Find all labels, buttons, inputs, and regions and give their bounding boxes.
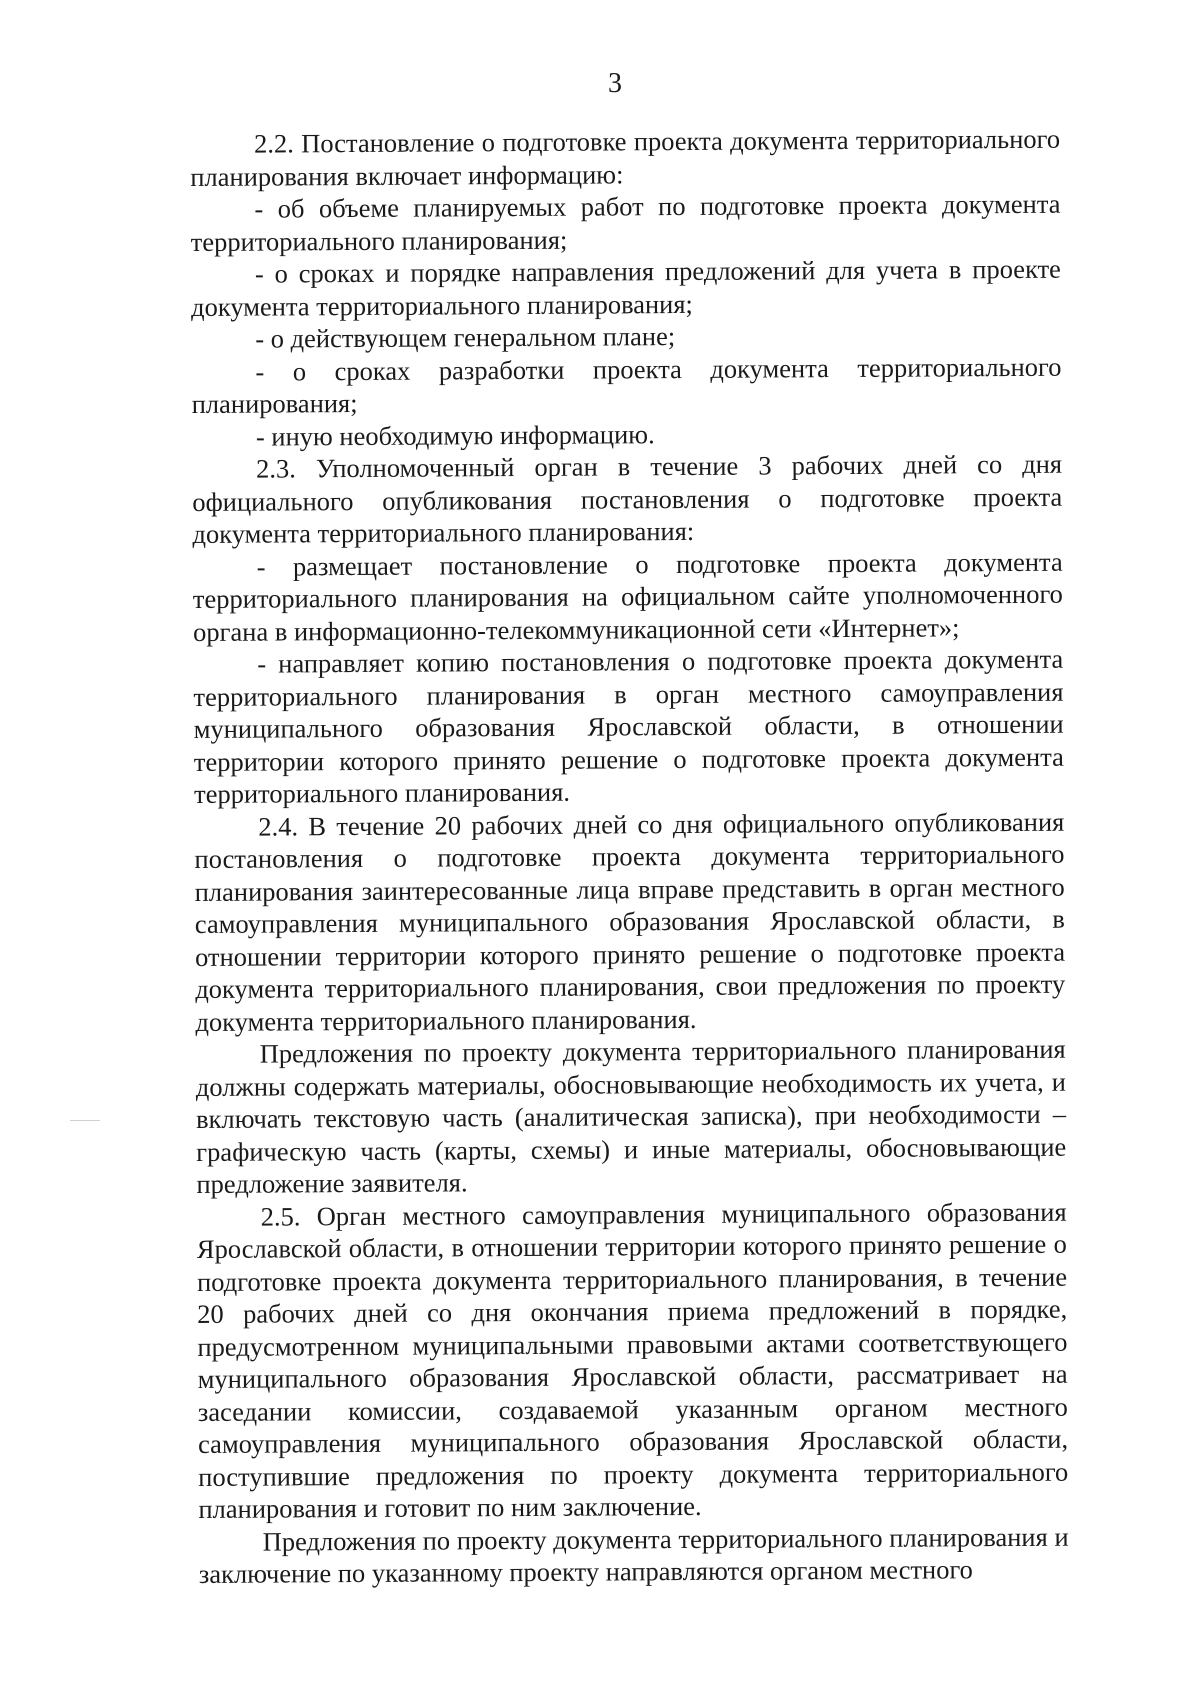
list-item-general-plan: - о действующем генеральном плане; (255, 321, 676, 354)
list-item-send-copy: - направляет копию постановления о подготовке проекта документа территориального планирования в орган местного самоуправления муниципального образования Ярославской области, в отношении территории которого принято решение о подготовке проекта документа территориального планирования. (193, 643, 1064, 809)
list-item-work-volume: - об объеме планируемых работ по подготовке проекта документа территориального планирования; (190, 188, 1061, 257)
list-item-other-info: - иную необходимую информацию. (255, 418, 655, 452)
document-body (190, 123, 1069, 1591)
paragraph-proposals-sending: Предложения по проекту документа территориального планирования и заключение по указанному проекту направляются органом местного (198, 1521, 1069, 1589)
paragraph-2-4: 2.4. В течение 20 рабочих дней со дня официального опубликования постановления о подготовке проекта документа территориального планирования заинтересованные лица вправе представить в орган местного самоуправления муниципального образования Ярославской области, в отношении территории которого принято решение о подготовке проекта документа территориального планирования, свои предложения по проекту документа территориального планирования. (194, 806, 1066, 1037)
paragraph-proposals-content: Предложения по проекту документа территориального планирования должны содержать материалы, обосновывающие необходимость их учета, и включать текстовую часть (аналитическая записка), при необходимости – графическую часть (карты, схемы) и иные материалы, обосновывающие предложение заявителя. (195, 1033, 1067, 1199)
paragraph-2-2: 2.2. Постановление о подготовке проекта документа территориального планирования включает информацию: (190, 123, 1061, 192)
page-number: 3 (608, 68, 622, 99)
list-item-proposal-terms: - о сроках и порядке направления предложений для учета в проекте документа территориального планирования; (190, 253, 1061, 322)
paragraph-2-5: 2.5. Орган местного самоуправления муниципального образования Ярославской области, в отношении территории которого принято решение о подготовке проекта документа территориального планирования, в течение 20 рабочих дней со дня окончания приема предложений в порядке, предусмотренном муниципальными правовыми актами соответствующего муниципального образования Ярославской области, рассматривает на заседании комиссии, создаваемой указанным органом местного самоуправления муниципального образования Ярославской области, поступившие предложения по проекту документа территориального планирования и готовит по ним заключение. (196, 1196, 1069, 1524)
scan-artifact-line (70, 1120, 100, 1121)
list-item-development-terms: - о сроках разработки проекта документа территориального планирования; (191, 351, 1062, 419)
paragraph-2-3: 2.3. Уполномоченный орган в течение 3 рабочих дней со дня официального опубликования постановления о подготовке проекта документа территориального планирования: (192, 448, 1063, 549)
list-item-publish-resolution: - размещает постановление о подготовке проекта документа территориального планирования на официальном сайте уполномоченного органа в информационно-телекоммуникационной сети «Интернет»; (192, 546, 1063, 647)
